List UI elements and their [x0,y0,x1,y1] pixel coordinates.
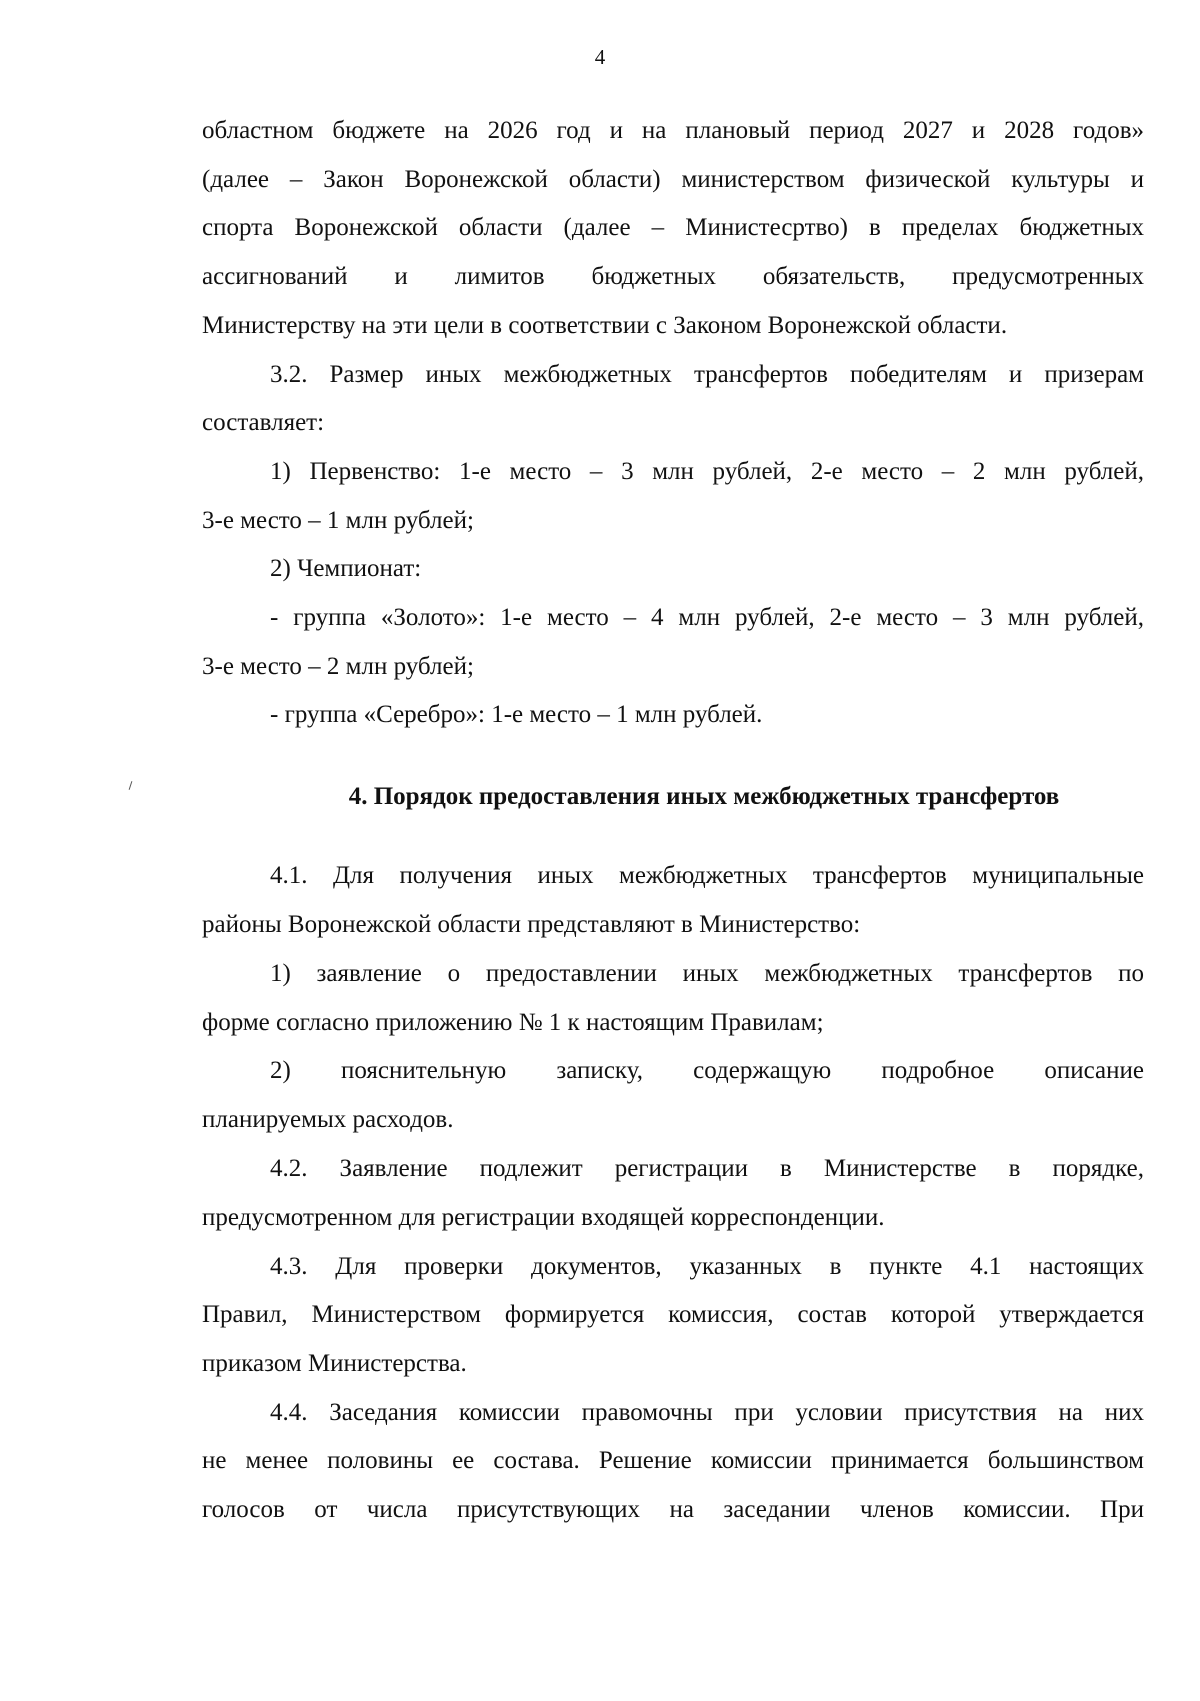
paragraph-line: 4.3. Для проверки документов, указанных в пункте 4.1 настоящих [270,1253,1144,1280]
list-item-line: 3-е место – 1 млн рублей; [202,507,474,534]
paragraph-line: не менее половины ее состава. Решение комиссии принимается большинством [202,1447,1144,1474]
list-item-line: 2) пояснительную записку, содержащую подробное описание [270,1057,1144,1084]
list-item-line: 1) Первенство: 1-е место – 3 млн рублей, 2-е место – 2 млн рублей, [270,458,1144,485]
paragraph-line: 3.2. Размер иных межбюджетных трансфертов победителям и призерам [270,361,1144,388]
list-item-line: - группа «Серебро»: 1-е место – 1 млн рублей. [270,701,763,728]
paragraph-line: ассигнований и лимитов бюджетных обязательств, предусмотренных [202,263,1144,290]
margin-mark [129,781,133,790]
list-item-line: планируемых расходов. [202,1106,454,1133]
paragraph-line: голосов от числа присутствующих на заседании членов комиссии. При [202,1496,1144,1523]
list-item-line: 2) Чемпионат: [270,555,422,582]
paragraph-line: 4.4. Заседания комиссии правомочны при условии присутствия на них [270,1399,1144,1426]
paragraph-line: составляет: [202,409,325,436]
paragraph-line: спорта Воронежской области (далее – Министесртво) в пределах бюджетных [202,214,1144,241]
paragraph-line: (далее – Закон Воронежской области) министерством физической культуры и [202,166,1144,193]
paragraph-line: областном бюджете на 2026 год и на плановый период 2027 и 2028 годов» [202,117,1144,144]
section-heading: 4. Порядок предоставления иных межбюджетных трансфертов [348,783,1060,810]
paragraph-line: предусмотренном для регистрации входящей корреспонденции. [202,1204,885,1231]
list-item-line: 1) заявление о предоставлении иных межбюджетных трансфертов по [270,960,1144,987]
list-item-line: 3-е место – 2 млн рублей; [202,653,474,680]
page-number: 4 [594,45,606,69]
list-item-line: форме согласно приложению № 1 к настоящим Правилам; [202,1009,824,1036]
list-item-line: - группа «Золото»: 1-е место – 4 млн рублей, 2-е место – 3 млн рублей, [270,604,1144,631]
paragraph-line: Министерству на эти цели в соответствии с Законом Воронежской области. [202,312,1008,339]
paragraph-line: районы Воронежской области представляют в Министерство: [202,911,861,938]
paragraph-line: 4.1. Для получения иных межбюджетных трансфертов муниципальные [270,862,1144,889]
paragraph-line: 4.2. Заявление подлежит регистрации в Министерстве в порядке, [270,1155,1144,1182]
paragraph-line: приказом Министерства. [202,1350,467,1377]
paragraph-line: Правил, Министерством формируется комиссия, состав которой утверждается [202,1301,1144,1328]
